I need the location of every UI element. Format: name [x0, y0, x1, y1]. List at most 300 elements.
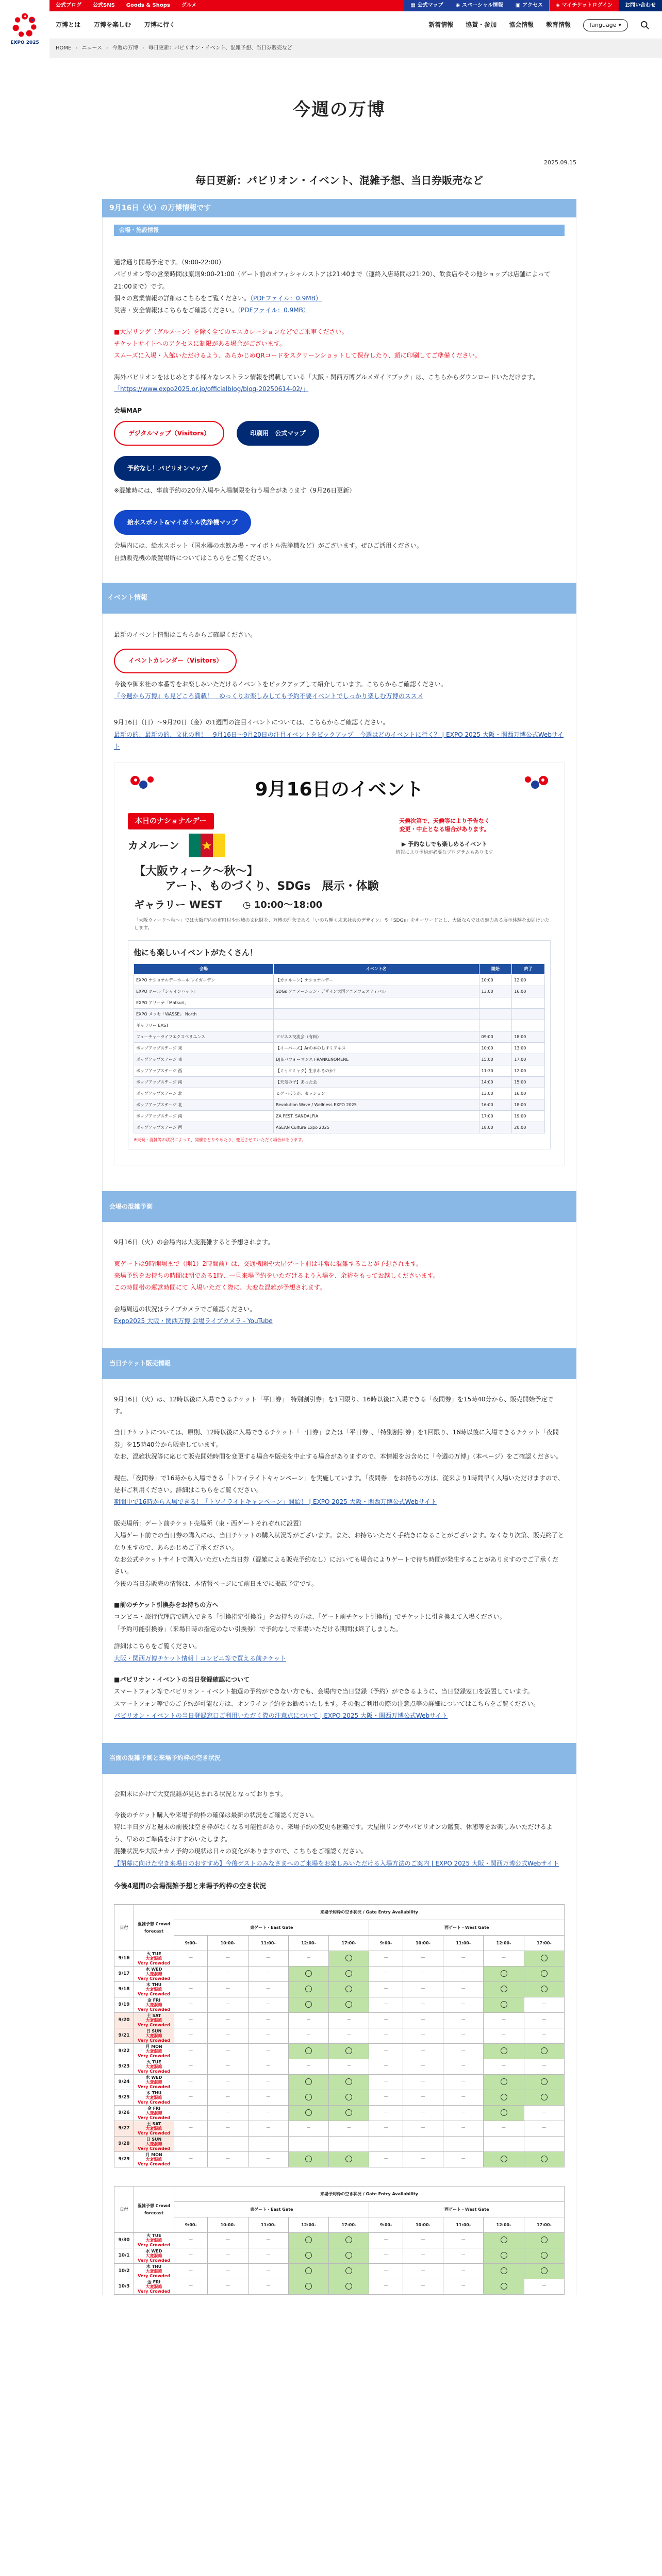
av-slot-cell	[174, 2059, 208, 2075]
page-title: 今週の万博	[293, 99, 386, 120]
event-table-cell	[273, 1009, 479, 1020]
page-subtitle: 毎日更新：パビリオン・イベント、混雑予想、当日券販売など	[195, 174, 483, 187]
av-slot-cell	[524, 2152, 564, 2167]
available-circle-icon	[501, 2078, 507, 2085]
unavailable-dash-icon: －	[420, 2141, 425, 2146]
av-slot-cell	[174, 2248, 208, 2264]
topbar-link-sns[interactable]: 公式SNS	[93, 3, 115, 9]
warning-line: チケットサイトへのアクセスに制限がある場合がございます。	[114, 340, 286, 348]
av-slot-cell	[208, 2233, 248, 2248]
av-slot-cell	[443, 2075, 484, 2090]
unavailable-dash-icon: －	[306, 1955, 311, 1961]
unavailable-dash-icon: －	[225, 2002, 230, 2007]
event-table-cell: ASEAN Culture Expo 2025	[273, 1122, 479, 1133]
availability-row	[114, 2279, 565, 2295]
top-bar-buttons	[404, 0, 662, 11]
av-slot-cell	[524, 2248, 564, 2264]
pavilion-reg-text: スマートフォン等でパビリオン・イベント抽選の予約ができない方でも、会場内で当日登録（予約）ができるように、当日登録窓口を設置しています。	[114, 1688, 534, 1696]
unavailable-dash-icon: －	[188, 2048, 193, 2054]
water-map-button[interactable]: 給水スポット&マイボトル洗浄機マップ	[114, 510, 251, 535]
unavailable-dash-icon: －	[306, 2141, 311, 2146]
availability-row	[114, 2264, 565, 2279]
av-slot-cell	[443, 1951, 484, 1967]
event-table-cell: ポップアップステージ 東	[134, 1054, 274, 1065]
map-icon: ▦	[410, 3, 416, 9]
event-table-cell: 16:00	[479, 1099, 512, 1111]
av-slot-cell	[174, 2028, 208, 2044]
crowd-intro: 9月16日（火）の会場内は大変混雑すると予想されます。	[114, 1239, 274, 1246]
available-circle-icon	[541, 1986, 548, 1992]
ticket-text: 販売場所：ゲート前チケット売場所（東・西ゲートそれぞれに設置）	[114, 1519, 305, 1527]
av-slot-cell	[248, 2121, 288, 2137]
clock-icon: ◷	[242, 900, 254, 910]
event-table-cell: 15:00	[479, 1054, 512, 1065]
ticket-text: 今後の当日券販売の情報は、本情報ページにて前日までに掲載予定です。	[114, 1580, 318, 1587]
av-header-date: 日付	[114, 1905, 134, 1951]
my-ticket-label: マイチケットログイン	[561, 3, 613, 9]
expo-logo-text: EXPO 2025	[10, 40, 39, 46]
event-table-cell: 10:00	[479, 975, 512, 986]
available-circle-icon	[305, 2156, 312, 2162]
av-date-cell: 10/3	[114, 2279, 134, 2295]
event-table-cell	[512, 1020, 545, 1031]
unavailable-dash-icon: －	[384, 2268, 389, 2274]
av-slot-cell	[524, 2028, 564, 2044]
forecast-text: 混雑状況や大阪ナカノ予約の現状は日々の変化がありますので、こちらをご確認ください。	[114, 1848, 368, 1855]
av-slot-cell	[524, 2121, 564, 2137]
av-slot-cell	[369, 2075, 403, 2090]
available-circle-icon	[305, 2283, 312, 2290]
unavailable-dash-icon: －	[225, 2110, 230, 2115]
unavailable-dash-icon: －	[225, 2079, 230, 2084]
available-circle-icon	[501, 1986, 507, 1992]
availability-row	[114, 2044, 565, 2059]
av-slot-cell	[174, 2075, 208, 2090]
av-slot-cell	[443, 2121, 484, 2137]
av-slot-cell	[484, 2279, 524, 2295]
unavailable-dash-icon: －	[266, 2252, 271, 2258]
nav-item-visit[interactable]: 万博に行く	[144, 21, 176, 28]
available-circle-icon	[345, 2267, 352, 2274]
hours-line: 通常通り開場予定です。（9:00-22:00）	[114, 258, 225, 266]
forecast-link[interactable]: 【閉幕に向けた空き来場日のおすすめ】今後ゲストのみなさまへのご来場をお楽しみいただける入場方法のご案内 | EXPO 2025 大阪・関西万博公式Webサイト	[114, 1859, 559, 1867]
av-slot-cell	[329, 2152, 369, 2167]
av-slot-cell	[403, 2028, 443, 2044]
event-note: 今後や御来社の本番等をお楽しみいただけるイベントをピックアップして紹介しています。こちらからご確認ください。	[114, 680, 447, 688]
av-slot-cell	[484, 2090, 524, 2106]
av-slot-cell	[484, 2044, 524, 2059]
event-table-row	[134, 1065, 545, 1077]
unavailable-dash-icon: －	[541, 2125, 547, 2131]
av-slot-cell	[403, 2152, 443, 2167]
av-slot-header: 12:00-	[288, 1936, 328, 1951]
unavailable-dash-icon: －	[420, 2079, 425, 2084]
topbar-link-gourmet[interactable]: グルメ	[181, 3, 197, 9]
forecast-text: 特に平日夕方と週末の前後は空き枠がなくなる可能性があり、来場予約の変更も困難です。大屋根リングやパビリオンの鑑賞、休憩等をお楽しみいただけるよう、早めのご準備をおすすめいたします。	[114, 1823, 553, 1843]
nav-item-association[interactable]: 協会情報	[509, 21, 534, 28]
av-slot-header: 17:00-	[524, 2217, 564, 2233]
av-weekday: 火 TUE	[146, 2233, 161, 2239]
av-slot-cell	[524, 2233, 564, 2248]
event-table-row	[134, 1054, 545, 1065]
nav-item-news[interactable]: 新着情報	[428, 21, 454, 28]
av-header-crowd: 混雑予想 Crowd forecast	[134, 1905, 174, 1951]
unavailable-dash-icon: －	[384, 2125, 389, 2131]
unavailable-dash-icon: －	[384, 1986, 389, 1992]
av-slot-cell	[208, 2152, 248, 2167]
av-slot-cell	[403, 2106, 443, 2121]
av-crowd-cell	[134, 1997, 174, 2013]
unavailable-dash-icon: －	[384, 2252, 389, 2258]
av-slot-cell	[403, 2090, 443, 2106]
av-slot-cell	[484, 2152, 524, 2167]
av-crowd-cell	[134, 2233, 174, 2248]
ticket-text: なお、混雑状況等に応じて販売開始時間を変更する場合や販売を中止する場合がありますので、本情報をお含めに「今週の万博」（本ページ）をご確認ください。	[114, 1453, 562, 1461]
unavailable-dash-icon: －	[188, 2252, 193, 2258]
national-day-country: カメルーン	[128, 839, 179, 852]
av-date-cell: 10/1	[114, 2248, 134, 2264]
av-slot-header: 11:00-	[443, 2217, 484, 2233]
unavailable-dash-icon: －	[420, 2032, 425, 2038]
av-slot-header: 11:00-	[248, 1936, 288, 1951]
nav-item-enjoy[interactable]: 万博を楽しむ	[94, 21, 131, 28]
av-crowd-cell	[134, 2248, 174, 2264]
unavailable-dash-icon: －	[420, 1971, 425, 1976]
av-header-title: 来場予約枠の空き状況 / Gate Entry Availability	[174, 1905, 565, 1920]
unavailable-dash-icon: －	[384, 2002, 389, 2007]
event-image	[114, 762, 565, 1166]
availability-body-2	[114, 2233, 565, 2295]
contact-button[interactable]	[619, 0, 662, 11]
av-crowd-cell	[134, 1982, 174, 1997]
event-week-link[interactable]: 最新の的、最新の的、文化の利！ 9月16日～9月20日の注目イベントをピックアップ 今週はどのイベントに行く？ | EXPO 2025 大阪・関西万博公式Webサイト	[114, 731, 564, 751]
language-label: language	[590, 21, 617, 28]
available-circle-icon	[541, 2156, 548, 2162]
av-slot-cell	[524, 1997, 564, 2013]
forecast-heading: 当面の混雑予測と来場予約枠の空き状況	[109, 1754, 221, 1762]
event-table-cell: 【カメルーン】ナショナルデー	[273, 975, 479, 986]
event-table-cell	[273, 1020, 479, 1031]
event-table-cell: ポップアップステージ 西	[134, 1065, 274, 1077]
unavailable-dash-icon: －	[266, 2032, 271, 2038]
av-slot-cell	[288, 2233, 328, 2248]
av-crowd-status: 大変混雑 Very Crowded	[138, 2033, 170, 2043]
expo-logo[interactable]	[0, 0, 49, 58]
av-slot-header: 11:00-	[248, 2217, 288, 2233]
unavailable-dash-icon: －	[420, 1986, 425, 1992]
av-slot-cell	[369, 2233, 403, 2248]
av-slot-cell	[329, 2264, 369, 2279]
unavailable-dash-icon: －	[266, 2141, 271, 2146]
av-slot-cell	[174, 2106, 208, 2121]
av-slot-cell	[443, 2059, 484, 2075]
unavailable-dash-icon: －	[461, 2094, 466, 2100]
unavailable-dash-icon: －	[420, 2017, 425, 2023]
av-slot-cell	[443, 2013, 484, 2028]
av-slot-cell	[369, 2013, 403, 2028]
av-slot-cell	[524, 2059, 564, 2075]
av-slot-cell	[369, 1967, 403, 1982]
unavailable-dash-icon: －	[225, 2283, 230, 2289]
av-slot-cell	[208, 2264, 248, 2279]
pdf-link[interactable]: （PDFファイル：0.9MB）	[238, 307, 309, 314]
unavailable-dash-icon: －	[461, 2268, 466, 2274]
event-intro: 最新のイベント情報はこちらからご確認ください。	[114, 631, 257, 639]
available-circle-icon	[501, 2109, 507, 2116]
unavailable-dash-icon: －	[306, 2017, 311, 2023]
available-circle-icon	[345, 2283, 352, 2290]
event-table-cell	[479, 1009, 512, 1020]
av-weekday: 日 SUN	[146, 2137, 162, 2142]
live-camera-link[interactable]: Expo2025 大阪・関西万博 会場ライブカメラ - YouTube	[114, 1317, 273, 1325]
unavailable-dash-icon: －	[461, 1955, 466, 1961]
unavailable-dash-icon: －	[384, 2063, 389, 2069]
av-slot-cell	[208, 2059, 248, 2075]
av-slot-header: 9:00-	[174, 2217, 208, 2233]
av-crowd-cell	[134, 1951, 174, 1967]
av-slot-cell	[208, 2106, 248, 2121]
hours-section	[102, 217, 576, 583]
av-crowd-status: 大変混雑 Very Crowded	[138, 1987, 170, 1997]
search-icon[interactable]	[640, 21, 650, 30]
event-table-cell: 09:00	[479, 1031, 512, 1043]
unavailable-dash-icon: －	[346, 2017, 352, 2023]
topbar-link-goods[interactable]: Goods & Shops	[126, 3, 170, 9]
arrow-right-icon: ▶	[401, 840, 408, 848]
av-slot-cell	[174, 2090, 208, 2106]
event-table-row	[134, 1111, 545, 1122]
av-slot-cell	[484, 2059, 524, 2075]
breadcrumb-separator-icon: ›	[142, 45, 144, 52]
av-slot-cell	[524, 2264, 564, 2279]
av-slot-cell	[369, 2028, 403, 2044]
av-slot-cell	[403, 2279, 443, 2295]
event-table-cell: 【イーバーズ】Arの本のしずくアネス	[273, 1043, 479, 1054]
av-slot-cell	[248, 2106, 288, 2121]
av-slot-cell	[288, 1997, 328, 2013]
unavailable-dash-icon: －	[461, 2110, 466, 2115]
av-slot-cell	[329, 2013, 369, 2028]
unavailable-dash-icon: －	[188, 2032, 193, 2038]
gourmet-guide-link[interactable]: 「https://www.expo2025.or.jp/officialblog/blog-20250614-02/」	[114, 385, 309, 393]
av-crowd-status: 大変混雑 Very Crowded	[138, 2269, 170, 2279]
digital-map-button[interactable]: デジタルマップ（Visitors）	[114, 421, 224, 446]
unavailable-dash-icon: －	[501, 2032, 506, 2038]
official-map-button[interactable]	[404, 0, 449, 11]
event-note-link[interactable]: 『今週から万博』も見どころ満載！ ゆっくりお楽しみしても予約不要イベントでしっかり楽しむ万博のススメ	[114, 692, 423, 700]
unavailable-dash-icon: －	[420, 2002, 425, 2007]
event-table-cell: 16:00	[512, 986, 545, 997]
unavailable-dash-icon: －	[225, 2156, 230, 2162]
av-slot-cell	[524, 2106, 564, 2121]
live-camera-intro: 会場周辺の状況はライブカメラでご確認ください。	[114, 1305, 256, 1313]
event-table-row	[134, 1122, 545, 1133]
unavailable-dash-icon: －	[346, 2141, 352, 2146]
av-date-cell: 9/28	[114, 2137, 134, 2152]
av-weekday: 水 WED	[145, 2249, 162, 2254]
av-slot-cell	[329, 1951, 369, 1967]
av-slot-cell	[484, 2137, 524, 2152]
event-calendar-button[interactable]: イベントカレンダー（Visitors）	[114, 649, 237, 673]
unavailable-dash-icon: －	[188, 2125, 193, 2131]
availability-row	[114, 2121, 565, 2137]
availability-row	[114, 2059, 565, 2075]
main-nav-right	[428, 19, 662, 31]
available-circle-icon	[345, 2156, 352, 2162]
breadcrumb-weekly[interactable]: 今週の万博	[112, 45, 138, 52]
available-circle-icon	[305, 2267, 312, 2274]
av-slot-cell	[403, 2264, 443, 2279]
av-slot-cell	[329, 2028, 369, 2044]
available-circle-icon	[345, 2047, 352, 2054]
unavailable-dash-icon: －	[188, 2237, 193, 2243]
available-circle-icon	[501, 2267, 507, 2274]
av-crowd-cell	[134, 2090, 174, 2106]
available-circle-icon	[345, 2252, 352, 2259]
feature-event-name: 【大阪ウィーク～秋～】	[134, 865, 258, 878]
crowd-band	[102, 1191, 576, 1222]
availability-row	[114, 1951, 565, 1967]
av-slot-cell	[248, 2152, 288, 2167]
av-slot-cell	[524, 2013, 564, 2028]
av-weekday: 木 THU	[146, 1982, 162, 1988]
twilight-campaign-link[interactable]: 期間中で16時から入場できる！「トワイライトキャンペーン」開始！ | EXPO 2025 大阪・関西万博公式Webサイト	[114, 1498, 437, 1506]
pdf-link[interactable]: （PDFファイル：0.9MB）	[250, 294, 322, 302]
av-crowd-status: 大変混雑 Very Crowded	[138, 2126, 170, 2136]
availability-row	[114, 2106, 565, 2121]
av-date-cell: 10/2	[114, 2264, 134, 2279]
print-map-button[interactable]: 印刷用 公式マップ	[237, 421, 319, 446]
gourmet-guide-text: 海外パビリオンをはじめとする様々なレストラン情報を掲載している「大阪・関西万博グルメガイドブック」は、こちらからダウンロードいただけます。	[114, 373, 539, 381]
event-table-cell: SDGs アニメーション・デザイン大国アニメフェスティバル	[273, 986, 479, 997]
av-slot-cell	[369, 2106, 403, 2121]
nav-item-sponsor[interactable]: 協賛・参加	[466, 21, 497, 28]
spatial-info-button[interactable]	[449, 0, 509, 11]
av-slot-cell	[288, 2152, 328, 2167]
av-date-cell: 9/19	[114, 1997, 134, 2013]
av-date-cell: 9/21	[114, 2028, 134, 2044]
event-table-row	[134, 1009, 545, 1020]
av-slot-cell	[288, 1951, 328, 1967]
av-slot-cell	[484, 2264, 524, 2279]
unavailable-dash-icon: －	[420, 2268, 425, 2274]
unavailable-dash-icon: －	[384, 2110, 389, 2115]
no-reservation-map-button[interactable]: 予約なし！パビリオンマップ	[114, 456, 221, 481]
forecast-section	[102, 1774, 576, 2295]
train-icon: ▣	[515, 3, 521, 9]
language-selector[interactable]	[583, 19, 628, 31]
event-table-cell: 【ミャクミャク】生まれるのか？	[273, 1065, 479, 1077]
unavailable-dash-icon: －	[225, 2252, 230, 2258]
av-slot-row	[114, 1936, 565, 1951]
av-slot-cell	[248, 2028, 288, 2044]
av-slot-cell	[443, 2279, 484, 2295]
av-weekday: 水 WED	[145, 2075, 162, 2080]
available-circle-icon	[501, 2001, 507, 2008]
av-crowd-cell	[134, 2279, 174, 2295]
av-slot-cell	[403, 2013, 443, 2028]
access-button[interactable]	[509, 0, 549, 11]
av-slot-cell	[369, 2264, 403, 2279]
av-weekday: 火 TUE	[146, 2060, 161, 2065]
av-slot-cell	[524, 1982, 564, 1997]
feature-event-note: 「大阪ウィーク～秋～」では大阪府内の市町村や地域の文化財を、万博の理念である「いのち輝く未来社会のデザイン」や「SDGs」をキーワードとし、大阪ならではの魅力ある展示体験をお届けいたします。	[134, 918, 550, 931]
conversion-note: 「予約可能引換券」（来場日時の指定のない引換券）で予約なしで来場いただける期間は終了しました。	[114, 1625, 402, 1633]
event-table-cell: 12:00	[512, 1065, 545, 1077]
av-slot-cell	[403, 1997, 443, 2013]
unavailable-dash-icon: －	[541, 2063, 547, 2069]
av-slot-cell	[208, 2075, 248, 2090]
av-weekday: 木 THU	[146, 2264, 162, 2269]
av-slot-cell	[484, 2106, 524, 2121]
event-table-cell: ギャラリー EAST	[134, 1020, 274, 1031]
unavailable-dash-icon: －	[188, 1986, 193, 1992]
av-slot-cell	[484, 1967, 524, 1982]
av-slot-cell	[369, 1951, 403, 1967]
my-ticket-login-button[interactable]	[549, 0, 619, 11]
contact-label: お問い合わせ	[625, 3, 656, 9]
breadcrumb-news[interactable]: ニュース	[81, 45, 102, 52]
event-heading: イベント情報	[102, 583, 576, 614]
av-slot-cell	[443, 1982, 484, 1997]
breadcrumb-separator-icon: ›	[106, 45, 108, 52]
forecast-text: 会期末にかけて大変混雑が見込まれる状況となっております。	[114, 1790, 287, 1798]
av-slot-cell	[369, 2248, 403, 2264]
available-circle-icon	[541, 2094, 548, 2100]
unavailable-dash-icon: －	[225, 2125, 230, 2131]
unavailable-dash-icon: －	[266, 2125, 271, 2131]
av-weekday: 土 SAT	[146, 2013, 161, 2019]
pavilion-reg-heading: ■パビリオン・イベントの当日登録確認について	[114, 1676, 250, 1684]
av-slot-cell	[248, 2137, 288, 2152]
crowd-heading: 会場の混雑予測	[109, 1202, 153, 1210]
nav-item-education[interactable]: 教育情報	[546, 21, 571, 28]
av-crowd-cell	[134, 2075, 174, 2090]
unavailable-dash-icon: －	[188, 2079, 193, 2084]
cameroon-flag-icon	[189, 834, 225, 857]
event-image-title: 9月16日のイベント	[255, 778, 424, 800]
av-slot-cell	[174, 1982, 208, 1997]
av-slot-cell	[248, 1951, 288, 1967]
unavailable-dash-icon: －	[384, 2094, 389, 2100]
av-date-cell: 9/17	[114, 1967, 134, 1982]
av-slot-cell	[403, 1951, 443, 1967]
topbar-link-blog[interactable]: 公式ブログ	[56, 3, 81, 9]
nav-item-about[interactable]: 万博とは	[56, 21, 81, 28]
pavilion-reg-link[interactable]: パビリオン・イベントの当日登録窓口ご利用いただく際の注意点について | EXPO 2025 大阪・関西万博公式Webサイト	[114, 1712, 448, 1720]
ticket-text: 当日チケットについては、原則、12時以後に入場できるチケット「一日券」または「平日券」、「特別割引券」を1回限り、16時以後に入場できるチケット「夜間券」を15時40分から販売しています。	[114, 1429, 559, 1448]
av-slot-cell	[288, 1982, 328, 1997]
myaku-character-icon	[128, 773, 159, 794]
av-slot-cell	[369, 2152, 403, 2167]
av-date-cell: 9/23	[114, 2059, 134, 2075]
event-table-cell: 20:00	[512, 1122, 545, 1133]
unavailable-dash-icon: －	[225, 2237, 230, 2243]
national-day-note: 変更・中止となる場合があります。	[399, 826, 490, 833]
convenience-ticket-link[interactable]: 大阪・関西万博チケット情報｜コンビニ等で買える前チケット	[114, 1654, 286, 1662]
event-table-row	[134, 1077, 545, 1088]
available-circle-icon	[345, 1986, 352, 1992]
av-header-title: 来場予約枠の空き状況 / Gate Entry Availability	[174, 2187, 565, 2202]
forecast-band	[102, 1743, 576, 1774]
crowd-warning: 東ゲートは9時開場まで（開1）2時間前）は、交通機関や大屋ゲート前は非常に混雑することが予想されます。	[114, 1260, 422, 1267]
av-slot-cell	[443, 2106, 484, 2121]
pavilion-reg-text: スマートフォン等でのご予約が可能な方は、オンライン予約をお勧めいたします。その他ご利用の際の注意点等の詳細についてはこちらをご覧ください。	[114, 1700, 540, 1707]
breadcrumb-home[interactable]: HOME	[56, 45, 72, 52]
av-crowd-cell	[134, 2121, 174, 2137]
event-table-cell: 17:00	[512, 1054, 545, 1065]
feature-event-place: ギャラリー WEST	[134, 899, 222, 911]
